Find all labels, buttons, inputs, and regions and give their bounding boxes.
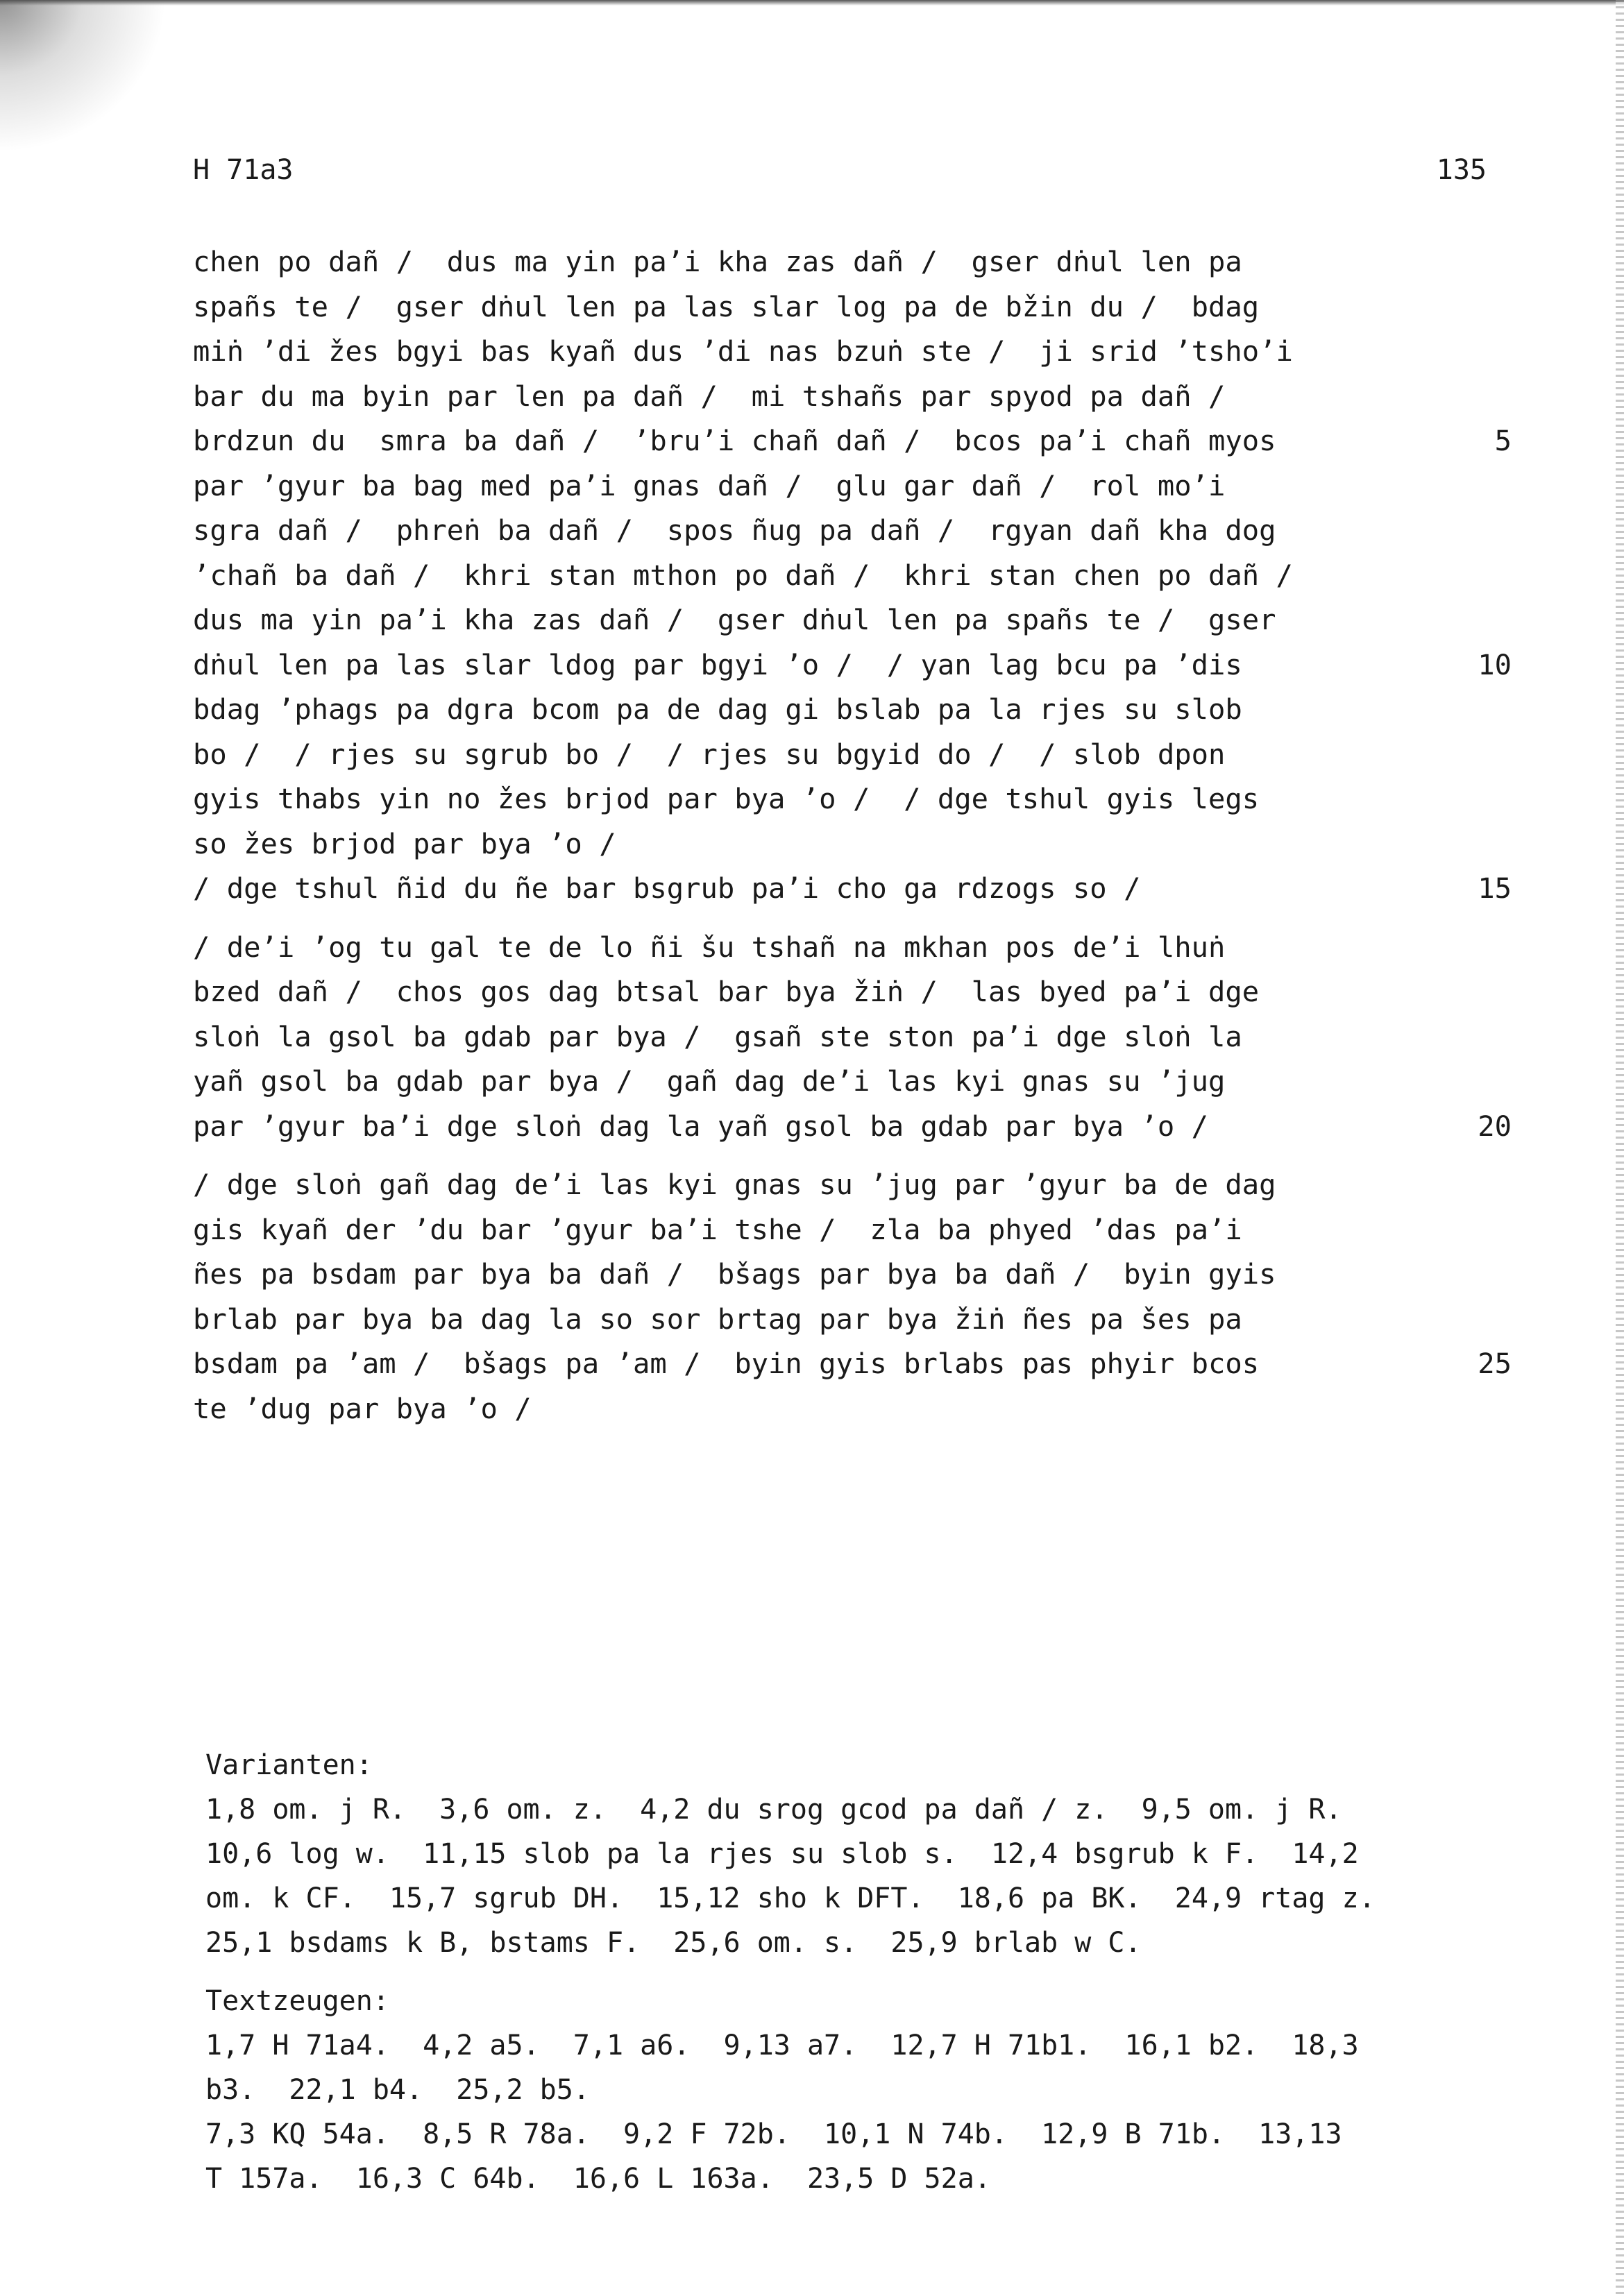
variants-section	[205, 1743, 1510, 1965]
text-line	[193, 1059, 1498, 1104]
witness-line: T 157a. 16,3 C 64b. 16,6 L 163a. 23,5 D 52a.	[205, 2163, 991, 2195]
text-line	[193, 418, 1512, 464]
line-number: 5	[1494, 424, 1512, 457]
line-text: sloṅ la gsol ba gdab par bya / gsañ ste ston pa’i dge sloṅ la	[193, 1019, 1242, 1053]
text-line	[193, 1162, 1498, 1207]
text-line	[193, 1386, 1498, 1431]
witness-line: 1,7 H 71a4. 4,2 a5. 7,1 a6. 9,13 a7. 12,7 H 71b1. 16,1 b2. 18,3	[205, 2030, 1359, 2061]
line-text: gis kyañ der ’du bar ’gyur ba’i tshe / zla ba phyed ’das pa’i	[193, 1212, 1242, 1246]
text-paragraph	[193, 1162, 1512, 1431]
text-line	[193, 284, 1498, 330]
line-text: bar du ma byin par len pa dañ / mi tshañs par spyod pa dañ /	[193, 379, 1226, 413]
line-text: ’chañ ba dañ / khri stan mthon po dañ / khri stan chen po dañ /	[193, 558, 1293, 592]
line-text: par ’gyur ba’i dge sloṅ dag la yañ gsol ba gdab par bya ’o /	[193, 1109, 1208, 1143]
apparatus	[205, 1743, 1510, 2201]
section-reference: H 71a3	[193, 154, 294, 186]
text-line	[193, 732, 1498, 777]
variant-line: 10,6 log w. 11,15 slob pa la rjes su slob s. 12,4 bsgrub k F. 14,2	[205, 1838, 1359, 1870]
line-text: ñes pa bsdam par bya ba dañ / bšags par bya ba dañ / byin gyis	[193, 1257, 1276, 1291]
line-text: / dge sloṅ gañ dag de’i las kyi gnas su ’jug par ’gyur ba de dag	[193, 1168, 1276, 1201]
line-number: 15	[1478, 871, 1512, 905]
text-paragraph	[193, 925, 1512, 1149]
line-text: te ’dug par bya ’o /	[193, 1391, 532, 1425]
line-number: 20	[1478, 1109, 1512, 1143]
witnesses-list	[205, 2023, 1510, 2201]
text-line	[193, 687, 1498, 732]
line-number: 25	[1478, 1347, 1512, 1380]
variant-line: 1,8 om. j R. 3,6 om. z. 4,2 du srog gcod pa dañ / z. 9,5 om. j R.	[205, 1794, 1342, 1826]
witness-line: 7,3 KQ 54a. 8,5 R 78a. 9,2 F 72b. 10,1 N 74b. 12,9 B 71b. 13,13	[205, 2118, 1342, 2150]
line-text: bo / / rjes su sgrub bo / / rjes su bgyid do / / slob dpon	[193, 737, 1226, 771]
text-line	[193, 553, 1498, 598]
text-line	[193, 508, 1498, 553]
line-text: miṅ ’di žes bgyi bas kyañ dus ’di nas bzuṅ ste / ji srid ’tsho’i	[193, 334, 1293, 368]
page-number: 135	[1436, 154, 1487, 186]
text-line	[193, 643, 1512, 688]
scan-right-edge	[1616, 0, 1624, 2296]
line-text: bzed dañ / chos gos dag btsal bar bya žiṅ / las byed pa’i dge	[193, 975, 1260, 1008]
line-text: spañs te / gser dṅul len pa las slar log pa de bžin du / bdag	[193, 289, 1260, 323]
line-text: / de’i ’og tu gal te de lo ñi šu tshañ na mkhan pos de’i lhuṅ	[193, 930, 1226, 964]
line-text: yañ gsol ba gdab par bya / gañ dag de’i las kyi gnas su ’jug	[193, 1064, 1226, 1098]
page-header	[193, 154, 1487, 196]
line-number: 10	[1478, 647, 1512, 681]
text-line	[193, 597, 1498, 643]
scan-top-edge	[0, 0, 1624, 6]
text-line	[193, 329, 1498, 374]
line-text: sgra dañ / phreṅ ba dañ / spos ñug pa dañ / rgyan dañ kha dog	[193, 513, 1276, 547]
line-text: so žes brjod par bya ’o /	[193, 826, 616, 860]
text-line	[193, 464, 1498, 509]
line-text: brdzun du smra ba dañ / ’bru’i chañ dañ / bcos pa’i chañ myos	[193, 424, 1276, 457]
line-text: chen po dañ / dus ma yin pa’i kha zas dañ / gser dṅul len pa	[193, 245, 1242, 278]
text-line	[193, 776, 1498, 822]
text-line	[193, 1207, 1498, 1252]
text-line	[193, 866, 1512, 911]
scan-corner-shadow	[0, 0, 167, 153]
variant-line: om. k CF. 15,7 sgrub DH. 15,12 sho k DFT. 18,6 pa BK. 24,9 rtag z.	[205, 1882, 1376, 1914]
variants-list	[205, 1787, 1510, 1965]
witnesses-heading: Textzeugen:	[205, 1985, 389, 2017]
witnesses-section	[205, 1979, 1510, 2201]
witness-line: b3. 22,1 b4. 25,2 b5.	[205, 2074, 590, 2106]
line-text: par ’gyur ba bag med pa’i gnas dañ / glu gar dañ / rol mo’i	[193, 468, 1226, 502]
line-text: bsdam pa ’am / bšags pa ’am / byin gyis brlabs pas phyir bcos	[193, 1347, 1260, 1380]
text-line	[193, 1014, 1498, 1060]
variants-heading: Varianten:	[205, 1749, 373, 1781]
text-line	[193, 1252, 1498, 1297]
line-text: gyis thabs yin no žes brjod par bya ’o / / dge tshul gyis legs	[193, 782, 1260, 815]
text-line	[193, 374, 1498, 419]
line-text: bdag ’phags pa dgra bcom pa de dag gi bslab pa la rjes su slob	[193, 692, 1242, 726]
text-line	[193, 925, 1498, 970]
text-paragraph	[193, 239, 1512, 911]
main-text	[193, 239, 1512, 1431]
line-text: brlab par bya ba dag la so sor brtag par bya žiṅ ñes pa šes pa	[193, 1302, 1242, 1336]
text-line	[193, 1104, 1512, 1149]
text-line	[193, 1341, 1512, 1386]
text-line	[193, 1297, 1498, 1342]
text-line	[193, 822, 1498, 867]
line-text: dus ma yin pa’i kha zas dañ / gser dṅul len pa spañs te / gser	[193, 603, 1276, 636]
line-text: dṅul len pa las slar ldog par bgyi ’o / / yan lag bcu pa ’dis	[193, 647, 1242, 681]
line-text: / dge tshul ñid du ñe bar bsgrub pa’i cho ga rdzogs so /	[193, 871, 1141, 905]
text-line	[193, 969, 1498, 1014]
variant-line: 25,1 bsdams k B, bstams F. 25,6 om. s. 25,9 brlab w C.	[205, 1927, 1142, 1959]
text-line	[193, 239, 1498, 284]
